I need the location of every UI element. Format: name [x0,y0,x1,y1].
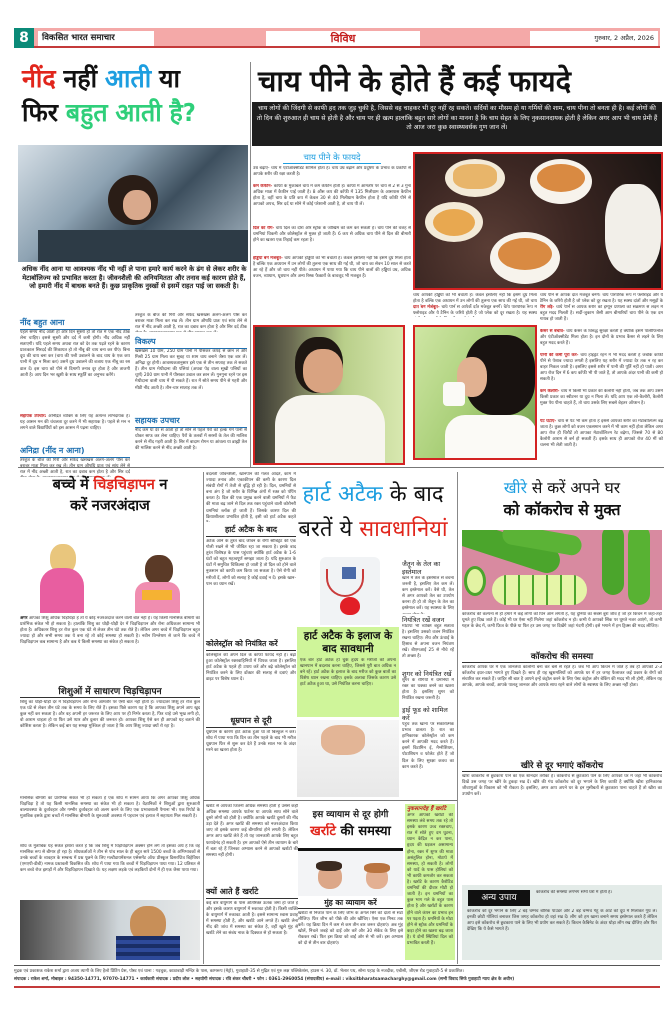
body-text: उम्र बढ़ाए- चाय में एंटीऑक्सीडेंट शामिल होता है। चाय उम्र बढ़ाने और प्रदूषण के प्रभाव के प्रकोपों से आपके शरीर की रक्षा करती है। [253,166,411,178]
tea-col3 [540,293,663,455]
body-text: चाय दिल का दौरा और स्ट्रोक के जोखिम को कम कर सकती है। चाय पीने की वजह से धमनियां चिकनी और कोलेस्ट्रॉल से मुक्त हो जाती हैं। 6 कप से अधिक चाय पीने से दिल की बीमारी होने का खतरा एक तिहाई कम रहता है। [253,226,411,244]
subhead-insomnia: अनिद्रा (नींद न आना) [20,445,130,458]
body-text: शोध के मुताबिक यह संकेत इशारा करते हैं कि जब शिशु में चिड़चिड़ापन अक्सर होने लगे तो इसका अर्थ है कि वह मानसिक रूप से बीमार हो रहा है। शोधकर्ताओं ने तीन से पांच साल के ही बहुत सारे 1500 बच्चों के अभिभावकों से उनके बच्चों के व्यवहार के सम्बन्ध में प्रश्न पूछने के लिए मल्टीडायमेंशनल एसेसमेंट ऑफ प्रीस्कूल डिसरप्टिव बिहेवियर (एमएपी-डीबी) नामक प्रश्नावली विकसित की। शोध में पाया गया कि बच्चों में चिड़चिड़ापन पाया गया। 12 प्रतिशत से कम बच्चे रोज झगड़ों में और चिड़चिड़ापन दिखाते थे। यह लक्षण लड़के एवं लड़कियों दोनों में ही एक जैसा पाया गया। [20,844,200,874]
subhead-cockroach-problem: कॉकरोच की समस्या [462,651,662,663]
sad-child-photo [20,900,200,960]
inline-mark: कम कैफीन- [253,184,273,189]
subhead-olive-oil: जैतून के तेल का इस्तेमाल [402,560,441,576]
headline-word: बहुत आती है? [65,98,196,127]
inline-mark: दिल का रोग- [253,226,275,231]
cookies [433,209,475,236]
inline-mark: पेट घटाए- [540,419,557,424]
inline-mark: कम कैलोरी- [540,389,560,394]
body-text: तरबूज के बीज की गिरी और सफेद खसखस अलग-अलग पीस कर बराबर मात्रा मिला कर रख लें। तीन ग्राम औषधि प्रातः एवं सांय लेने से रात में नींद अच्छी आती है, रात का दबाव कम होता है और सिर दर्द ठीक [135,313,247,331]
woman-drinking-tea-photo [413,325,537,460]
mother-scolding-child-photo [30,540,190,613]
imprint-line-1: मुद्रक एवं प्रकाशक राकेश शर्मा द्वारा अजय त्यागी के लिए हैलो प्रिंटिंग प्रेस, पोस्ट एवं थाना : गड़चुक, काठाबाड़ी मन्दिर के पास, कामरूप (मेट्रो), गुवाहाटी-35 से मुद्रित एवं गुरु लक्ष पब्लिकेशंस, हाउस नं. 30, डॉ. भेलार पथ, सोना पहाड़ के नजदीक, एबीसी, जीएस रोड गुवाहाटी-5 से प्रकाशित। [14,969,464,974]
headline-word: के बाद [382,482,444,507]
headline-word: को कॉकरोच से मुक्त [503,501,621,519]
headline-word: फिर [22,98,66,127]
cucumber-slice [464,566,486,596]
snore-col1 [206,804,298,961]
body-text: खीरा कॉकरोच से छुटकारा पाने का एक शानदार तरीका है। कॉकरोच से छुटकारा पाने के लिए आपको घर में जहां भी कॉकरोच दिखें उस जगह पर खीरे के टुकड़ा रख दें। खीरे की गंध कॉकरोच को दूर भगाने के लिए काफी है क्योंकि खीरा हानिकारक जीवाणुओं के विकास को भी रोकता है। इसलिए, अगर आप अपने घर के इन मुसीबतों से छुटकारा पाना चाहते हैं तो खीरा का उपयोग करें। [462,774,662,798]
column-divider [457,472,458,964]
section-divider [18,467,664,468]
body-text: कॉकरोच की समस्या लगभग सभी घरों में होती है। [536,890,613,895]
white-shirt [275,395,385,465]
subhead-control-cholesterol: कोलेस्ट्रॉल को नियंत्रित करें [206,639,296,651]
section-title: विविध [266,31,420,46]
woman-in-car-photo [18,145,248,262]
car-dashboard [38,230,248,262]
body-text: अनिद्रित व्यक्ति के लिए यह अत्यन्त लाभदायक है। यह आसन मन की चंचलता दूर करने में भी सहायक है। पहले से मन न लगने वाले विद्यार्थियों को इस आसन में पढ़ना चाहिए। [20,414,130,432]
body-text: शिशु का थोड़ी-थोड़ी देर में चिड़चिड़ापन और रोना आमतौर पर ऐसी बात नहीं होती है। ज्यादातर शिशु हर रोज कुल एक घंटे से लेकर तीन घंटे तक के समय के लिए रोते हैं। इसका पिछे कारण यह है कि आपका शिशु अपने आप खुद कुछ नहीं कर सकता है। और वह अपनी हर जरूरत के लिए आप पर ही निर्भर करता है, फिर चाहे उसे भूख लगी हो, वो आराम चाहता हो या फिर उसे प्यार और दुलार की जरूरत हो। आपका शिशु ऐसे कर ही आपको यह बताने की कोशिश करता है। लेकिन कई बार यह समझ मुश्किल हो जाता है कि आप शिशु ज्यादा क्यों रो रहा है। [20,700,200,730]
sleep-intro: अधिक नींद आना या आवश्यक नींद भी नहीं ले पाना हमारे कार्य करने के ढंग से लेकर शरीर के मेटाबॉलिज्म को प्रभावित करता है। जीवनशैली की अनियमितता और तनाव कई कारण होते हैं, जो हमारी नींद में बाधक बनते हैं। कुछ प्राकृतिक नुस्खों से इसमें राहत पाई जा सकती है। [21,265,247,291]
man-drinking-tea-photo [253,325,405,465]
body-text: नींद कम या देर से आती हो तो सोने से पहले पैरों को हल्के गर्म पानी से धोकर साफ कर लेना चाहिए। पैरों के तलवों में सरसों के तेल की मालिश करने से नींद गहरी आती है। सिर में बादाम रोगन या आंवला या ब्राह्मी तेल की मालिश करने से नींद अच्छी आती है। [135,428,247,452]
body-text: चाय कैंसर के विरुद्ध सुरक्षा करती है क्योंकि इसमें पॉलीफिनोल और एंटीऑक्सीडेंट मिला होता है। इन दोनों के प्रभाव कैंसर से लड़ने के लिए बहुत मदद करते हैं। [540,329,663,347]
cucumber-headline [462,477,662,521]
body-text: कॉफी के मुकाबले चाय में कम कैफीन होती है। कॉफी में आमतौर पर चाय से 2 से 3 गुना अधिक मात्रा में कैफीन पाई जाती है। 8 औंस कप की कॉफी में 135 मिलीग्राम के आसपास कैफीन होता है, वहीं चाय के प्रति कप में केवल 30 से 40 मिलीग्राम कैफीन होता है यदि कॉफी पीने से आपको अपच, सिर दर्द या सोने में कोई परेशानी आती है, तो चाय पी लें। [253,184,411,208]
subhead-mouth-exercise: मुंह का व्यायाम करें [298,898,403,909]
imprint-line-2: संपादक : राकेश शर्मा, मोबाइल : 94350-14771, 97070-14771 • कार्यकारी संपादक : प्रदीप लोल • सहयोगी संपादक : रवि शंकर चौधरी • फोन : 0361-2960054 (संपादकीय) e-mail : viksitbharatsamacharghy@gmail.com (सभी विवाद सिर्फ गुवाहाटी न्याय क्षेत्र के अधीन) [14,977,515,982]
subhead-helpful-remedy: सहायक उपचार [135,415,247,428]
body-text: खसखस 10 ग्राम, 250 ग्राम पानी में पीसकर कपड़े से छान लें और मिश्री 25 ग्राम मिला कर सुबह या शाम चाय बनाने जैसा एक बार लें। अनिद्रा दूर होगी। आवश्यकतानुसार इसे एक से तीन सप्ताह तक ले सकते हैं। तीन ग्राम मेथीदाना की पत्तियां (अथवा पेड़ वाला सूखी पत्तियों का चूर्ण) 200 ग्राम पानी में पीसकर उबाल कर छान लें। गुनगुना रहने पर इस मेथीदाना वाली चाय में पी सकते हैं। रात में सोते समय पीने से गहरी और मीठी नींद आती है। तीन-चार सप्ताह तक लें। [135,349,247,391]
box-title: नुकसानदेह हैं खर्राटे [407,806,447,812]
column-divider [203,472,204,964]
body-text: अटैक आने के तुरंत बाद जीवन के रोगी सोबिट्रेट की एक गोली रखने से भी जीवित रहा जा सकता है। इसके बाद तुरंत विशेषज्ञ के पास पहुंचाएं क्योंकि हार्ट अटैक के 1-6 घंटों को बहुत महत्वपूर्ण समझा जाता है। यदि शुरुआत के घंटों में समुचित चिकित्सा हो जाती है तो दिल को होने वाले नुकसान को काफी कम किया जा सकता है। ऐसे रोगी को मरीजों दें, लोगों को सलाह है कोई दवाई न दें। इसके खान-पान का ध्यान रखें। [206,539,296,587]
heart-headline [298,477,448,547]
body-text: चाय आपकी हड्डियों को भी बचाती है। केवल इसलिए नहीं कि इसमें दूध मिला होता है बल्कि एक अध्ययन में उन लोगों की तुलना एक साथ की गई थी, जो चाय [413,293,537,305]
imprint-top-rule [14,965,660,966]
inline-mark: पानी की कमी पूरा करें- [540,353,579,358]
subhead-common-irritability: शिशुओं में साधारण चिड़चिड़ापन [20,684,200,698]
imprint-bottom-rule [14,986,660,988]
body-text: खाने में तेल के इस्तेमाल से बचना जरूरी है, इसलिए तेल कम लें। कम इस्तेमाल करें। वैसे घी, तेल से अगर आपको तेल का उपयोग करना ही हो तो जैतून के तेल का इस्तेमाल करें। यह स्वास्थ्य के लिए [402,576,454,612]
headline-word: न [154,477,168,493]
subhead-why-snoring: क्यों आते हैं खर्राटे [206,886,298,899]
snoring-harmful-box [405,804,455,960]
body-text: चाय हाइड्रेट रहने में भी मदद करती है जबकि कॉफी पीने से पेशाब ज्यादा लगती है इसलिए यह शरीर में ज्यादा देर तक न रह कर बाहर निकल जाती है। इसलिए इससे शरीर में पानी की पूर्ति नहीं हो पाती। अगर आप रोज दिन में 6 कप कॉफी भी पी जाते हैं, तो आपके अंदर पानी की कमी हो सकती है। [540,353,663,383]
tea-intro: चाय लोगों की जिंदगी से काफी हद तक जुड़ चुकी है, जिससे वह चाहकर भी दूर नहीं रह सकते। सर्दियों का मौसम हो या गर्मियों की शाम, चाय पीना तो बनता ही है। कई लोगों की तो दिन की शुरुआत ही चाय से होती है और चाय पर ही खत्म हालांकि बहुत सारे लोगों का मानना है कि चाय सेहत के लिए नुकसानदायक होती है लेकिन अगर आप भी चाय प्रेमी हैं तो आज जरा कुछ स्वास्थ्यवर्धक गुण जान लें। [256,105,658,132]
cucumber [628,530,650,605]
body-text: खर्राटों से निजात पाने के लिए जीभ के अगले सिरे को दांतों से सटा लीजिए। फिर जीभ को पीछे की ओर खींचिए। ऐसा एक मिनट तक करें। यह क्रिया दिन में कम से कम तीन बार जरूर दोहराएं। अब मुंह खोलें, निचले जबड़े को दाईं ओर करें और 30 सेकेंड के लिए इसे रोककर रखें। फिर इस क्रिया को बाईं ओर से भी करें। इस अभ्यास को दो से तीन बार दोहराएं। [298,911,403,947]
cucumber-slices [492,575,587,605]
body-text: कोलेस्ट्रॉल की अपने दिल के काफी फायदे नहीं हैं। बढ़ा हुआ कोलेस्ट्रॉल रक्तवाहिनियों में चिपक जाता है। इसलिए हार्ट अटैक के पहले ही उपाय करें और बढ़े कोलेस्ट्रॉल को नियंत्रित करने के लिए डॉक्टर की सलाह से दवाएं और डाइट पर विशेष ध्यान दें। [206,653,296,683]
subhead-after-heart-attack: हार्ट अटैक के बाद [206,524,296,537]
headline-word: नहीं [55,64,105,93]
sleep-headline [22,62,244,130]
headline-word: की समस्या [335,824,391,839]
inline-mark: रोग लड़े- [540,305,555,310]
body-text: आपका शिशु अधिक चिड़चिड़ा है तो ये कोई नजरअंदाज करने वाली बात नहीं है। यह किसी मानसिक बीमारी का प्रारंभिक संकेत भी हो सकता है। हालांकि शिशु का थोड़ी-थोड़ी देर में चिड़चिड़ापन और रोना अधिकतर सामान्य भी होता है। अधिकतर शिशु हर रोज कुल एक घंटे से लेकर तीन घंटे तक रोते हैं। लेकिन अगर बच्चे में चिड़चिड़ापन बहुत ज्यादा हो और सभी समय तक ये बना रहे तो कोई समस्या हो सकती है। नवीन विश्लेषण से जाने कि बच्चे में चिड़चिड़ापन कब सामान्य है और कब ये किसी समस्या का संकेत हो सकता है। [20,616,200,646]
child-hair [145,555,173,585]
inline-mark: दांत बने मजबूत- [413,305,440,310]
body-text: धूम्रपान के कारण हार्ट अटैक हुआ था तो बिल्कुल न करें। शोध में पाया गया कि दिन का तीन पहले के बाद भी मरीज धूम्रपान फिर से शुरू कर देते हैं उनके साल भर के अंदर मरने का खतरा होता है। [206,730,296,754]
headline-word: सावधानियां [359,517,448,542]
inline-mark: कैंसर से बचाव- [540,329,565,334]
headline-word: से करें अपने घर [526,479,621,497]
body-text: चाय में किसी भी प्रकार की कैलोरी नहीं होती, जब तक आप उसमें किसी प्रकार का स्वीटनर या दूध न मिला लें। यदि आप एक लो-कैलोरी, कैलोरी मुक्त पेय पीना चाहते हैं, तो चाय उसके लिए सबसे बेहतर ऑप्शन है। [540,389,663,407]
body-text: मोटापा भी व्यक्ति बहुत सताता है। इसलिए उसको वजन नियंत्रित रखना चाहिए। लैंथ और ऊंचाई के हिसाब से अपना वजन नियंत्रण रखें। बीएमआई 25 से नीचे रहें तो अच्छा है। [402,624,454,660]
body-text: पहुंच तक खाना पर सकारात्मक प्रभाव डालता है। रात का हानिकारक कोलेस्ट्रॉल को कम करने में आपकी मदद करते हैं। इसमें विटामिन ई, मैग्नीशियम, पोटाशियम व फोलेट होते हैं जो दिल के लिए सुरक्षा कवच का काम करते हैं। [402,722,454,770]
body-text: कई बार वायुमार्ग के पास अतिरिक्त ऊतक जमा हो जाते हैं और इसके कारण वायुमार्ग में रुकावट होती है। किसी व्यक्ति के वायुमार्ग में रुकावट आती है। इससे सामान्य श्वास प्रवाह में समस्या होती है, और खर्राटे आने लगते हैं। खर्राटे लेना नींद की जांच में समस्या का संकेत है, वहीं खुले मुंह से खर्राटे लेने का संबंध नाक के दिक्कत से हो सकता है। [206,901,298,937]
headline-word: करें नजरअंदाज [70,498,150,514]
headline-word: हार्ट अटैक [302,482,383,507]
tea-cups-photo [413,152,663,290]
snore-col2 [298,898,403,959]
teapot [605,184,661,274]
headline-line: इस व्यायाम से दूर होगी [312,810,389,820]
heart-col1 [206,472,296,766]
subhead-tea-benefits: चाय पीने के फायदे [283,152,381,164]
publication-name: विकसित भारत समाचार [38,31,154,46]
man-hair [316,861,342,871]
hands-on-chest [321,725,365,755]
body-text: तरबूज के बीज की गिरी और सफेद खसखस अलग-अलग पीस कर रात में नींद अच्छी आती है, रात का दबाव कम होता है और सिर दर्द [20,458,130,476]
tea [498,238,552,270]
tea-col1 [253,152,411,280]
body-text: शुगर के रोगियों में धमनियों में रक्त का थक्का बनने का खतरा होता है। इसलिए शुगर को नियंत्रित रखना जरूरी है। [402,678,454,702]
doctor-holding-heart-photo [298,557,398,625]
headline-word: चिड़चिड़ापन [93,477,155,493]
headline-word: नींद [22,64,56,93]
box-title: हार्ट अटैक के इलाज के बाद सावधानी [303,630,393,655]
other-remedies-box [462,885,662,960]
page-number: 8 [14,28,34,48]
headline-word: बरतें ये [298,517,360,542]
headline-word: खर्राटे [310,824,336,839]
headline-word: खीरे [503,479,527,497]
headline-word: बच्चे में [52,477,94,493]
child-body [20,616,200,898]
rusk [453,164,497,189]
sleep-col2 [135,313,247,466]
sleep-col1 [20,317,130,477]
heart-treatment-box [297,627,399,717]
inline-mark: हड्डियां बने मजबूत- [253,256,283,261]
cucumber [602,530,624,595]
chest-pain-photo [297,720,399,797]
body-text: खर्राटे से आपको जितनी अधिक समस्या होती है उससे कहीं अधिक समस्या आपके पार्टनर या आपके साथ सोने वाले दूसरे लोगों को होती है। क्योंकि आपके खर्राटे दूसरों की नींद उड़ा देते हैं। अगर खर्राटे की समस्या को नजरअंदाज किया जाए तो इसके कारण कई बीमारियां होने लगती हैं। लेकिन अगर आप खर्राटे लेते हैं तो यह जानकारी आपके लिए बहुत फायदेमंद हो सकती है। हम आपको ऐसे तीन व्यायाम के बारे में बता रहे हैं जिनका अभ्यास करने से आपको खर्राटों की समस्या नहीं होगी। [206,804,298,858]
body-text: कॉकरोच को दूर भगाने के लिए 2 बड़े चम्मच बोरिक पाउडर और 2 बड़े चम्मच गेहूं के आटे को दूध में मिलाकर गूंथ लें। इनकी छोटी गोलियां बनाकर जिस जगह कॉकरोच हो वहां रख दें। लौंग को हम खाना बनाने समय इस्तेमाल करते हैं लेकिन आप इसे कॉकरोच से छुटकारा पाने के लिए भी प्रयोग कर सकते हैं। किचन कैबिनेट के अंदर थोड़ा लौंग रख दीजिए और फिर देखिए कि ये कैसे भागते हैं। [467,909,657,933]
body-text: पहले समय नींद आती हो और दिन सुस्ती हो तो रात में एक नींद ठीक लेना चाहिए। इससे सुस्ती और दर्द में कमी होगी। नींद अधिक नहीं सताएगी। यदि पहले समय अथवा रात को देर तक पढ़ते रहने के कारण प्रातःकाल सिरदर्द की शिकायत हो तो नींबू की चाय बना कर पीएं। बिना दूध की चाय बना कर (चाय की पत्ती उबालने के बाद चाय के एक कप पानी में दूध न मिला कर) उसमें दूध उबालने की बजाय एक नींबू का रस डाल दें। इस चाय को पीने से दिमागी तनाव दूर होता है और ताजगी आती है। आप दिन भर खुशी के साथ स्फूर्ति का अनुभव करेंगे। [20,330,130,378]
subhead-control-sugar: शुगर को नियंत्रित रखें [402,670,452,678]
tea-col2 [413,293,537,317]
headline-word: या [151,64,181,93]
white-top [445,415,537,460]
subhead-control-weight: नियंत्रित रखें वजन [402,616,445,624]
body-text: चाय आपकी हड्डियों को भी बचाती है। केवल इसलिए नहीं कि इसमें दूध मिला होता है बल्कि एक अध्ययन में उन लोगों की तुलना एक साथ की गई थी, जो चाय का सेवन 10 साल से करते आ रहे हैं और जो चाय नहीं पीते। अध्ययन में पाया गया कि चाय पीने वालों की हड्डियां उम्र, अधिक वजन, व्यायाम, धूम्रपान और अन्य रिस्क फैक्टरों के बावजूद भी मजबूत हैं। [253,256,411,280]
body-text: एक बार हार्ट अटैक हो चुके हृदय के मरीजों को अपना खानपान में बदलाव करना चाहिए, जिससे पूरी बात अधिक न बने रहें। हार्ट अटैक के इलाज के बाद मरीज को कुछ बातों का विशेष ध्यान रखना चाहिए। इसके अलावा जिसके कारण उसे हार्ट अटैक हुआ था, उसे नियंत्रित करना चाहिए। [300,658,396,688]
body-text: कॉकरोच की कल्पना से ही हमारे मैं कई लोगों को घिन आने लगती है, यह दुनिया का सबसे बुरा जीव है जो हर किचन में जहां-तहां घूमते हुए दिख जाते हैं। कोई भी घर ऐसा नहीं मिलेगा जहां कॉकरोच न हो। कभी ये आपको सिंक पर घूमते नजर आएंगे, तो कभी गद्दल के छेद में, कभी फ्रिज के पीछे या फिर हर उस जगह पर दिखेंगे जहां गंदगी होगी। इसे भगाने में हम ट्रिक्स की मदद लीजिए। [462,612,662,630]
snore-headline [298,808,403,841]
mother-top [40,568,84,613]
column-divider [250,62,251,467]
tea [537,164,585,192]
cucumber-body [462,612,662,836]
body-text: बदलती जीवनशैली, खानपान की गलत आदतें, काम में ज्यादा तनाव और एकाकीपन की कमी के कारण दिल संबंधी रोगों में तेजी से वृद्धि हो रही है। दिल, धमनियों से बना अंग है जो शरीर के विभिन्न अंगों में रक्त को पंपिंग करता है। दिल की एक प्रमुख करने वाली धमनियों में फैट की मात्रा बढ़ जाने से दिल तक रक्त पहुंचाने वाली कोरोनरी धमनियां ब्लॉक हो जाती हैं। जिसके कारण दिल की क्रियाशीलता प्रभावित होती है, इसी को हार्ट अटैक कहते [206,472,296,520]
body-text: चाय पीने से आपके शरीर को इम्यून प्रणाली को संक्रमण से लड़ने में बहुत मदद मिलती है। सर्दी-जुकाम जैसी आम बीमारियों चाय पीने के एक दम गायब हो जाती हैं। [540,305,663,323]
inline-mark: अगर [20,616,28,621]
body-text: चाय से पेट भी कम होता है इससे आपको शरीर का मेटाबॉलिज्म बढ़ जाता है। कुछ लोगों को वजन एकसमान करने में भी काम नहीं होता लेकिन अगर आप रोज ही चिरौटें तो आपका मेटाबॉलिज्म रेट बढ़ेगा, जिससे 70 से 80 कैलोरी आराम से बर्न हो सकती हैं। इसके साथ ही आपको रोज 40 मीं को चलना भी लेती जाती है। [540,419,663,449]
tea-intro-box [252,102,662,146]
subhead-cucumber-repel: खीरे से दूर भगाएं कॉकरोच [462,760,662,772]
striped-shirt [116,936,180,960]
subhead-dry-fruits: ड्राई फूड को शामिल करें [402,706,448,722]
child-arm [142,590,172,600]
headline-word: आती [104,64,152,93]
woman-hair [364,863,390,873]
issue-date: गुरुवार, 2 अप्रैल, 2026 [530,31,658,46]
subhead-option: विकल्प [135,336,247,349]
tea-cup [443,382,465,406]
body-text: चाय पीने से आपके दांत मजबूत बनेंगे। चाय पारंपरिक रूप में फ्लोराइड और ये टैनिन के जरिये होती है जो प्लेक को दूर रखता है। यह स्वस्थ [413,305,537,317]
section-divider [203,800,457,801]
child-headline [18,475,202,517]
inline-mark: सहायक उपचार: [20,414,47,419]
heart-col3 [402,560,454,782]
body-text: चाय पीने से आपके दांत मजबूत बनेंगे। चाय पारंपरिक रूप में फ्लोराइड और ये टैनिन के जरिये होती है जो प्लेक को दूर रखता है। यह स्वस्थ दांतों और मसूड़ों के [540,293,663,305]
woman-face [123,190,151,220]
body-text: मानसिक बीमारी का प्रारंभिक संकेत भी हो सकता है एक शोध में सामने आया कि अगर आपका शिशु अधिक चिड़चिड़ा है तो यह किसी मानसिक समस्या का संकेत भी हो सकता है। वैज्ञानिकों ने शिशुओं द्वारा शुरुआती बाल्यावस्था के दुर्व्यवहार और गम्भीर दुर्व्यवहार को अलग करने के लिए एक प्रभावशाली पैमाना भी। एक रिपोर्ट के मुताबिक इसके द्वारा बच्चों में मानसिक बीमारी के शुरुआती अवस्था में पहचान एवं इलाज में सहायता मिल सकती है। [20,796,200,820]
man-face [303,349,343,393]
body-text: अगर आपको खर्राटों की समस्या लंबे समय तक रहे तो इसके कारण उच्च रक्तचाप, रात में सोते हुए दम घुटना, ध्यान केंद्रित न कर पाना, हृदय की धड़कन असामान्य होना, रक्त में शुगर की मात्रा असंतुलित होना, मोटापे में समस्या, हो सकती है। लोगों को यादें के पास होलियां को भी काफी कमजोर कर सकता है। खर्राटे के कारण कैरोटिड धमनियों की दीवार मोटी हो जाती है। इन धमनियों का कुछ भाग गले के बहुत पास होता है और खर्राटों के कारण होने वाले कंपन का प्रभाव इन पर पड़ता है। धमनियों के मोटा होने से स्ट्रोक और धमनियों के कड़ा होने का खतरा बढ़ जाता है। ये दोनों स्थितियां दिल को प्रभावित करती हैं। [407,813,453,946]
box-title: अन्य उपाय [468,890,530,906]
tea-headline: चाय पीने के होते हैं कई फायदे [258,64,571,98]
cucumbers-photo [462,530,662,610]
subhead-avoid-smoking: धूम्रपान से दूरी [206,715,296,728]
body-text: कॉकरोच आपके घर में एक जानलेवा कालोनी बना कर बसे से रहते हैं। जब भी आप किचन में जाते हैं तब ही आपको 2-3 कॉकरोच इधर-उधर भागते हुए दिखते हैं। साथ ही यह खुशमलियों को आपके घर में हर जगह फैलाकर कई प्रकार के रोगों को संचारित कर सकते हैं। जाहिर सी बात है आपने इन्हें कंट्रोल करने के लिए पेस्ट कंट्रोल और बेकिंग की मदद भी ली होगी, लेकिन यह आपके, आपके बच्चों, आपके पालतू जानवर और आपके साथ रहने वाले लोगों के स्वास्थ्य के लिए अच्छा नहीं होता। [462,665,662,689]
subhead-too-much-sleep: नींद बहुत आना [20,317,130,330]
red-heart [340,597,360,615]
couple-snoring-photo [298,848,403,896]
